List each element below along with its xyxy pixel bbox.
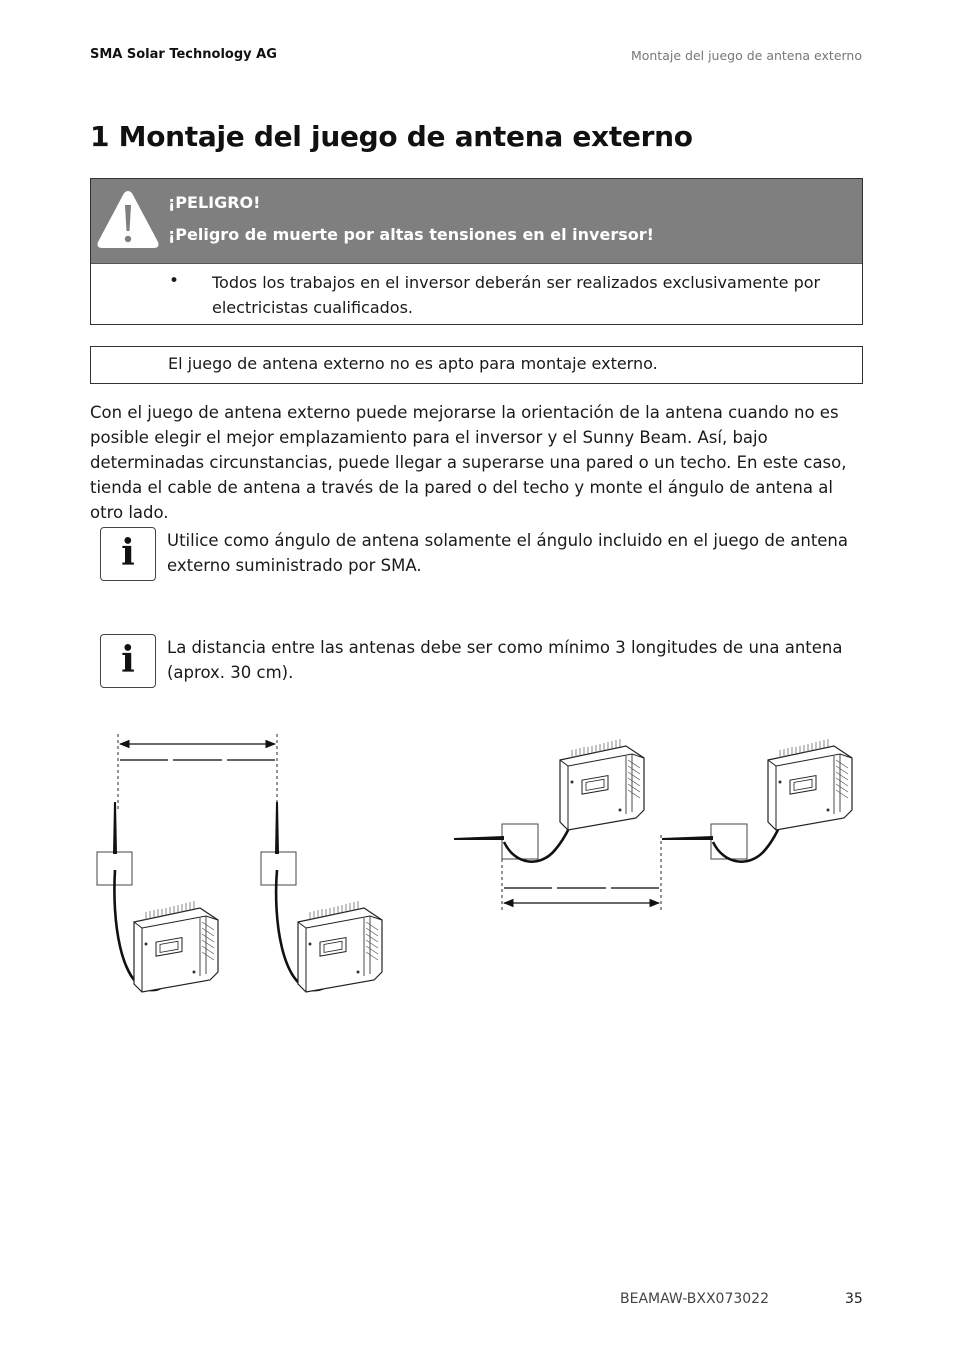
notice-text: El juego de antena externo no es apto para montaje externo. [168,354,658,373]
header-company: SMA Solar Technology AG [90,47,277,62]
warning-triangle-icon [95,185,161,253]
info-glyph: i [121,532,135,574]
vertical-antenna-spacing-diagram [97,734,382,992]
danger-header [91,179,862,264]
document-code: BEAMAW-BXX073022 [620,1291,769,1307]
body-paragraph: Con el juego de antena externo puede mejorarse la orientación de la antena cuando no es posible elegir el mejor emplazamiento para el inversor y el Sunny Beam. Así, bajo determinadas circunstancias, puede llegar a superarse una pared o un techo. En este caso, tienda el cable de antena a través de la pared o del techo y monte el ángulo de antena al otro lado. [90,403,847,522]
danger-box [90,178,863,325]
danger-body [91,264,862,324]
page-number: 35 [845,1291,863,1307]
info-note-text: Utilice como ángulo de antena solamente el ángulo incluido en el juego de antena externo suministrado por SMA. [167,531,849,575]
header-section-title: Montaje del juego de antena externo [630,48,862,63]
info-icon [100,634,156,688]
notice-box [90,346,863,384]
danger-heading: ¡Peligro de muerte por altas tensiones en el inversor! [168,225,654,244]
info-note-text: La distancia entre las antenas debe ser como mínimo 3 longitudes de una antena (aprox. 30 cm). [167,638,843,682]
danger-label: ¡PELIGRO! [168,193,261,212]
antenna-spacing-illustration [0,720,954,1010]
danger-item-text: Todos los trabajos en el inversor deberán ser realizados exclusivamente por electricistas cualificados. [212,273,821,317]
info-glyph: i [121,639,135,681]
bullet-marker: • [169,271,180,291]
info-icon [100,527,156,581]
horizontal-antenna-spacing-diagram [454,739,852,910]
page-title: 1 Montaje del juego de antena externo [90,120,693,153]
